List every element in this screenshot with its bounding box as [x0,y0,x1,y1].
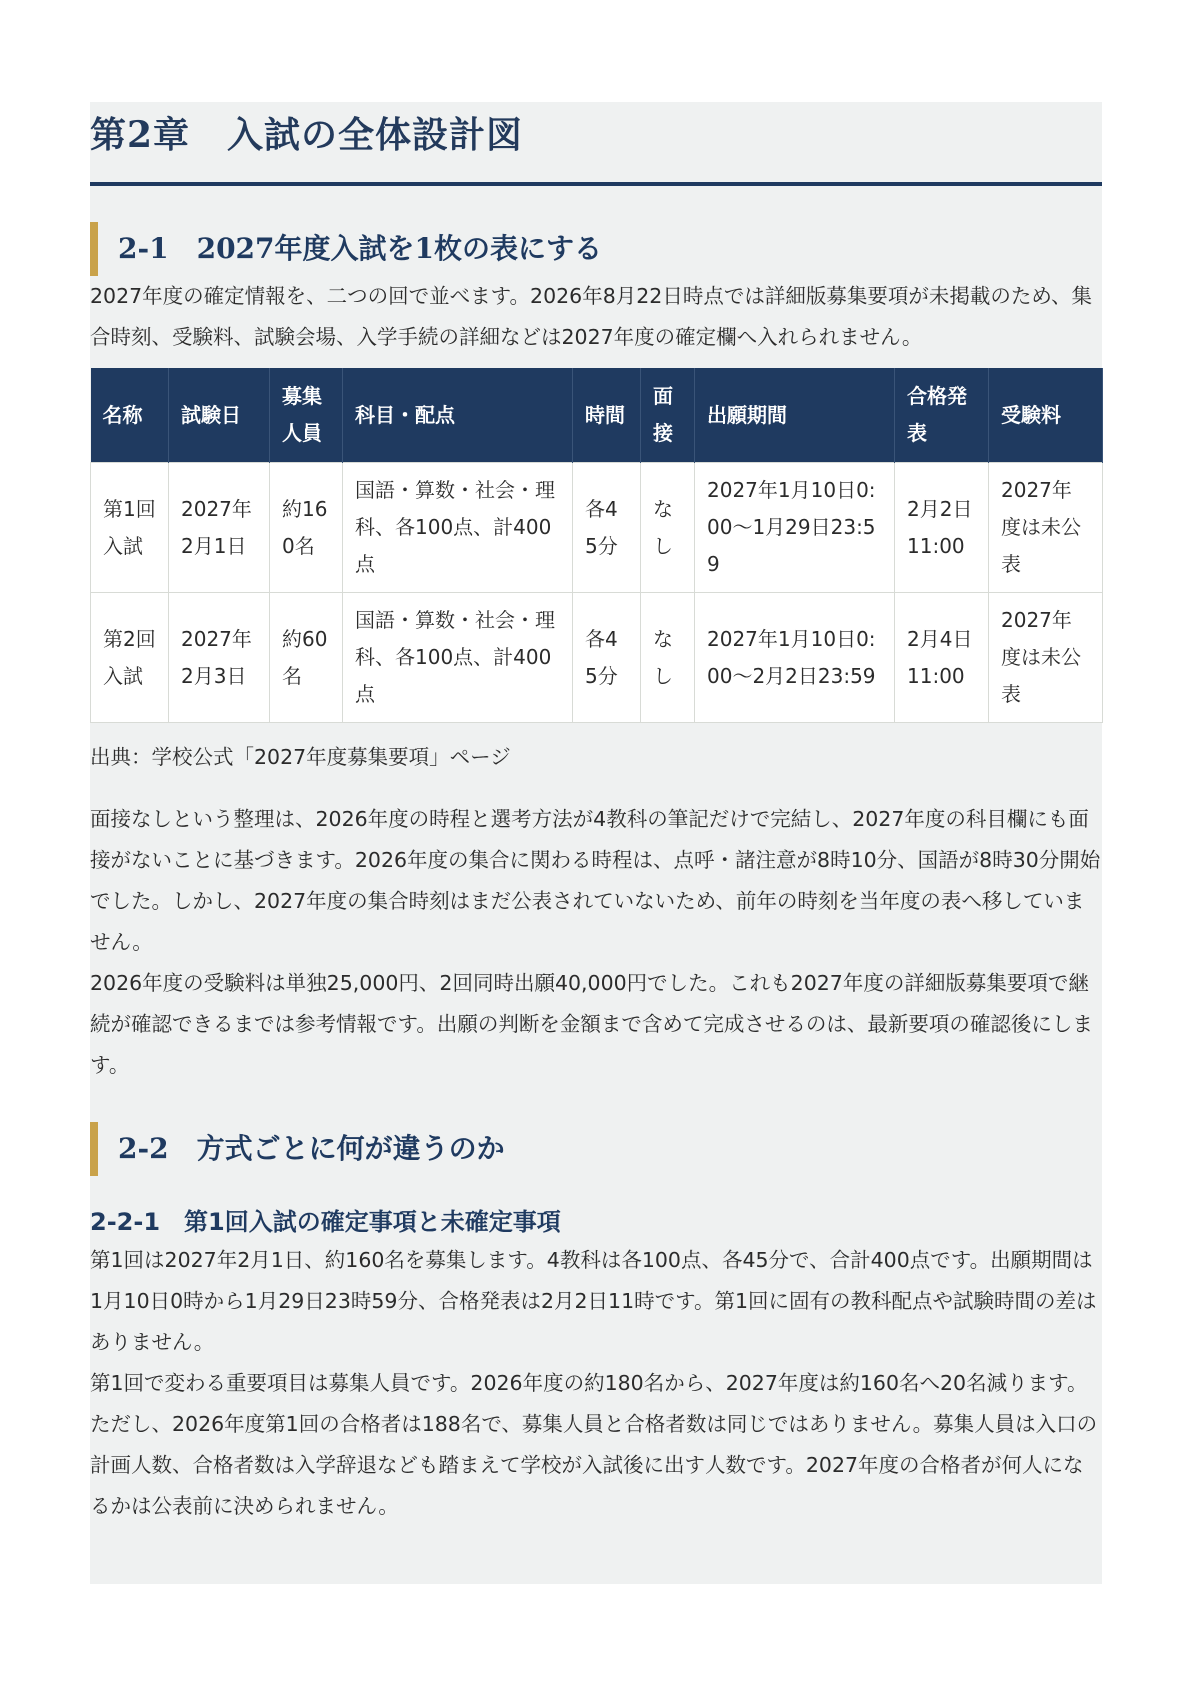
document-page [90,102,1102,1584]
cell-subjects: 国語・算数・社会・理科、各100点、計400点 [343,463,573,593]
cell-announcement: 2月4日11:00 [895,593,989,723]
table-row [91,463,1103,593]
header-name: 名称 [91,368,169,463]
header-exam-date: 試験日 [169,368,270,463]
cell-subjects: 国語・算数・社会・理科、各100点、計400点 [343,593,573,723]
table-row [91,593,1103,723]
header-capacity: 募集人員 [270,368,343,463]
paragraph: 第1回は2027年2月1日、約160名を募集します。4教科は各100点、各45分で、合計400点です。出願期間は1月10日0時から1月29日23時59分、合格発表は2月2日11時です。第1回に固有の教科配点や試験時間の差はありません。 [90,1247,1097,1354]
chapter-title: 第2章 入試の全体設計図 [90,102,1102,186]
header-subjects: 科目・配点 [343,368,573,463]
table-header-row [91,368,1103,463]
cell-time: 各45分 [573,593,641,723]
paragraph: 面接なしという整理は、2026年度の時程と選考方法が4教科の筆記だけで完結し、2027年度の科目欄にも面接がないことに基づきます。2026年度の集合に関わる時程は、点呼・諸注意が8時10分、国語が8時30分開始でした。しかし、2027年度の集合時刻はまだ公表されていないため、前年の時刻を当年度の表へ移していません。 [90,806,1101,954]
cell-application-period: 2027年1月10日0:00〜2月2日23:59 [695,593,895,723]
header-application-period: 出願期間 [695,368,895,463]
cell-time: 各45分 [573,463,641,593]
cell-name: 第2回入試 [91,593,169,723]
cell-application-period: 2027年1月10日0:00〜1月29日23:59 [695,463,895,593]
header-interview: 面接 [641,368,695,463]
section-heading-2-1: 2-1 2027年度入試を1枚の表にする [90,222,1102,276]
cell-fee: 2027年度は未公表 [989,463,1103,593]
cell-name: 第1回入試 [91,463,169,593]
cell-fee: 2027年度は未公表 [989,593,1103,723]
cell-interview: なし [641,463,695,593]
paragraph: 第1回で変わる重要項目は募集人員です。2026年度の約180名から、2027年度は約160名へ20名減ります。ただし、2026年度第1回の合格者は188名で、募集人員と合格者数は同じではありません。募集人員は入口の計画人数、合格者数は入学辞退なども踏まえて学校が入試後に出す人数です。2027年度の合格者が何人になるかは公表前に決められません。 [90,1370,1098,1518]
source-note: 出典：学校公式「2027年度募集要項」ページ [90,745,511,769]
exam-schedule-table [90,368,1103,723]
cell-capacity: 約60名 [270,593,343,723]
subsection-heading-2-2-1: 2-2-1 第1回入試の確定事項と未確定事項 [90,1207,561,1236]
header-announcement: 合格発表 [895,368,989,463]
section-heading-2-2: 2-2 方式ごとに何が違うのか [90,1122,1102,1176]
cell-exam-date: 2027年2月1日 [169,463,270,593]
cell-announcement: 2月2日11:00 [895,463,989,593]
paragraph: 2026年度の受験料は単独25,000円、2回同時出願40,000円でした。これも2027年度の詳細版募集要項で継続が確認できるまでは参考情報です。出願の判断を金額まで含めて完成させるのは、最新要項の確認後にします。 [90,970,1093,1077]
cell-capacity: 約160名 [270,463,343,593]
header-fee: 受験料 [989,368,1103,463]
header-time: 時間 [573,368,641,463]
section-intro: 2027年度の確定情報を、二つの回で並べます。2026年8月22日時点では詳細版募集要項が未掲載のため、集合時刻、受験料、試験会場、入学手続の詳細などは2027年度の確定欄へ入れられません。 [90,284,1093,349]
cell-exam-date: 2027年2月3日 [169,593,270,723]
cell-interview: なし [641,593,695,723]
